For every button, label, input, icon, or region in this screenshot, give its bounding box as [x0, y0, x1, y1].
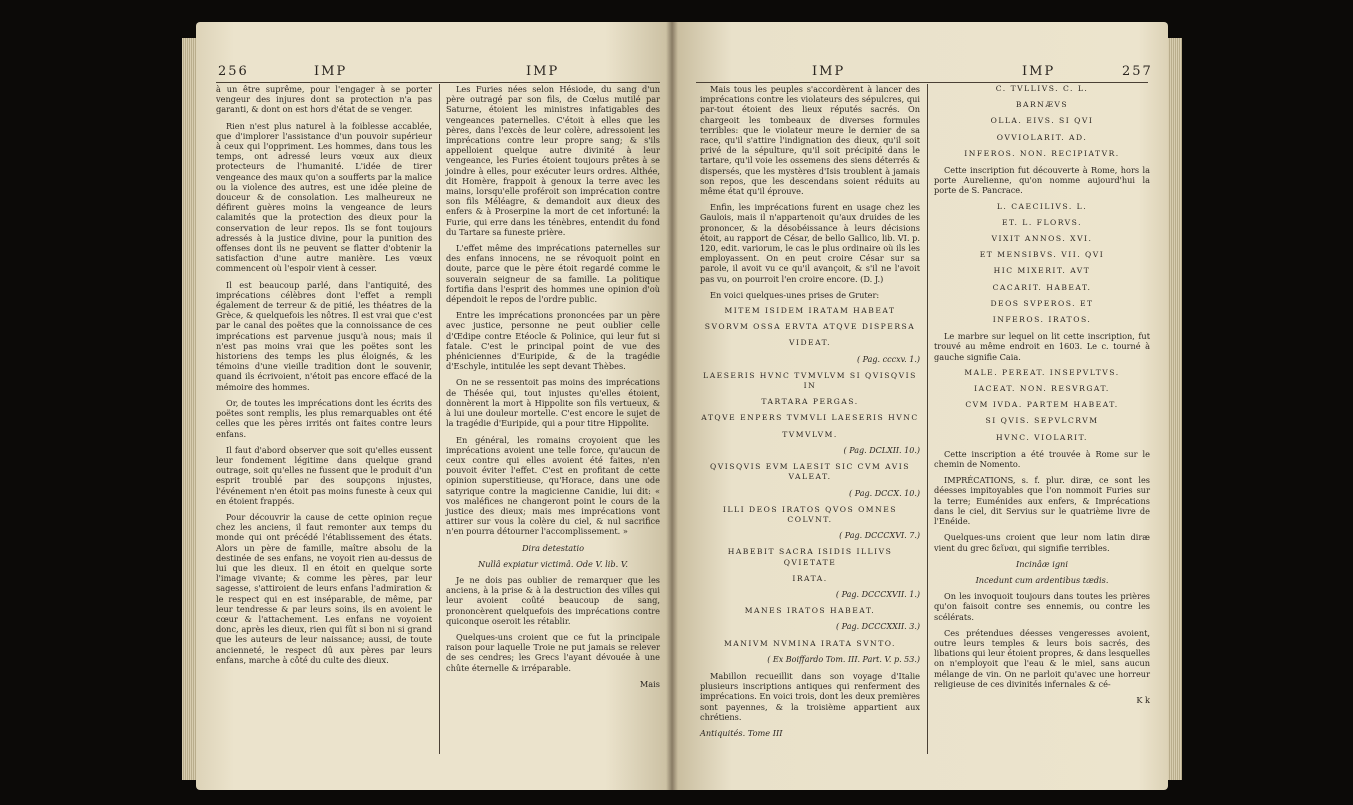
inscription-line: BARNÆVS: [1015, 100, 1069, 110]
footer-signature: Antiquités. Tome III: [700, 727, 783, 738]
left-page: [196, 22, 672, 790]
paragraph: Quelques-uns croient que leur nom latin diræ vient du grec δεῖναι, qui signifie terribles.: [934, 532, 1150, 553]
paragraph: On ne se ressentoit pas moins des imprécations de Thésée qui, tout injustes qu'elles étoient, donnèrent la mort à Hippolite son fils vertueux, & à lui une douleur mortelle. C'est encore le sujet de la tragédie d'Euripide, qui a pour titre Hippolite.: [446, 377, 660, 429]
inscription-line: LAESERIS HVNC TVMVLVM SI QVISQVIS IN: [703, 370, 917, 391]
paragraph: Je ne dois pas oublier de remarquer que les anciens, à la prise & à la destruction des villes qui leur avoient coûté beaucoup de sang, prononcèrent quelquefois des imprécations contre quiconque oseroit les rétablir.: [446, 574, 660, 626]
inscription-line: HABEBIT SACRA ISIDIS ILLIVS QVIETATE: [727, 547, 893, 567]
column-rule: [439, 84, 440, 754]
inscription-line: DEOS SVPEROS. ET: [990, 298, 1094, 308]
inscription-tullius: [934, 84, 1150, 159]
column-rule: [927, 84, 928, 754]
right-running-head-2: IMP: [1022, 64, 1056, 79]
paragraph: Cette inscription fut découverte à Rome, hors la porte Aurelienne, qu'on nomme aujourd'hui la porte de S. Pancrace.: [934, 165, 1150, 196]
inscription-citation: ( Pag. DCLXII. 10.): [843, 445, 920, 455]
paragraph: Rien n'est plus naturel à la foiblesse accablée, que d'implorer l'assistance d'un pouvoir supérieur à ceux qui l'oppriment. Les hommes, dans tous les temps, ont adressé leurs vœux aux dieux protecteurs de l'humanité. L'idée de tirer vengeance des maux qu'on a soufferts par la malice ou la violence des autres, est une idée pleine de douceur & de consolation. Les malheureux ne défirent guères moins la vengeance de leurs calamités que la protection des dieux pour la conservation de leur repos. Ils se font toujours adressés à la justice divine, pour la punition des offenses dont ils ne peuvent se flatter d'obtenir la satisfaction d'une autre manière. Les vœux commencent où l'espoir vient à cesser.: [216, 120, 432, 274]
inscription-line: TVMVLVM.: [782, 429, 838, 439]
inscription-caecilius: [934, 202, 1150, 326]
book-gutter: [666, 22, 678, 790]
gruter-inscriptions: [700, 306, 920, 665]
inscription-line: OVVIOLARIT. AD.: [996, 132, 1088, 142]
paragraph: En voici quelques-unes prises de Gruter:: [710, 289, 880, 300]
left-column-2: [446, 84, 660, 695]
right-running-head-1: IMP: [812, 64, 846, 79]
latin-quote: Nullâ expiatur victimâ. Ode V. lib. V.: [478, 558, 628, 569]
inscription-line: CVM IVDA. PARTEM HABEAT.: [965, 400, 1119, 410]
right-column-1: [700, 84, 920, 744]
paragraph: Cette inscription a été trouvée à Rome sur le chemin de Nomento.: [934, 448, 1150, 470]
latin-quote: Incinâæ igni: [1016, 558, 1068, 569]
inscription-citation: ( Pag. DCCCXVII. 1.): [835, 589, 920, 599]
inscription-citation: ( Pag. DCCCXVI. 7.): [839, 531, 920, 541]
inscription-citation: ( Pag. cccxv. 1.): [856, 354, 920, 364]
left-column-1: [216, 84, 432, 671]
paragraph: En général, les romains croyoient que les imprécations avoient une telle force, qu'aucun de ceux contre qui elles avoient été faites, n'en pouvoit éviter l'effet. C'est en profitant de cette opinion superstitieuse, qu'Horace, dans une ode satyrique contre la magicienne Canidie, lui dit: « vos maléfices ne changeront point le cours de la justice des dieux; mais mes imprécations vont attirer sur vous la colère du ciel, & nul sacrifice n'en pourra détourner l'accomplissement. »: [446, 434, 660, 537]
inscription-line: MANES IRATOS HABEAT.: [744, 606, 876, 616]
right-column-2: [934, 84, 1150, 711]
head-rule: [216, 82, 660, 83]
paragraph: Or, de toutes les imprécations dont les écrits des poëtes sont remplis, les plus remarquables ont été celles que les pères irrités ont faites contre leurs enfans.: [216, 397, 432, 439]
inscription-line: IRATA.: [792, 573, 828, 583]
paragraph: Il faut d'abord observer que soit qu'elles eussent leur fondement légitime dans quelque grand outrage, soit qu'elles ne fussent que le produit d'un esprit troublé par des soupçons injustes, l'événement n'en étoit pas moins funeste à ceux qui en étoient frappés.: [216, 444, 432, 506]
paragraph: IMPRÉCATIONS, s. f. plur. diræ, ce sont les déesses impitoyables que l'on nommoit Furies sur la terre; Euménides aux enfers, & Imprécations dans le ciel, dit Servius sur le quatrième livre de l'Enéide.: [934, 475, 1150, 527]
inscription-line: SVORVM OSSA ERVTA ATQVE DISPERSA: [704, 322, 916, 332]
page-edges-right: [1166, 38, 1182, 780]
left-running-head-1: IMP: [314, 64, 348, 79]
right-page: [672, 22, 1168, 790]
inscription-line: CACARIT. HABEAT.: [992, 282, 1092, 292]
paragraph: Entre les imprécations prononcées par un père avec justice, personne ne peut oublier celle d'Œdipe contre Etéocle & Polinice, qui leur fut si fatale. C'est le principal point de vue des phéniciennes d'Euripide, & de la tragédie d'Eschyle, intitulée les sept devant Thèbes.: [446, 310, 660, 372]
inscription-citation: ( Pag. DCCX. 10.): [849, 488, 920, 498]
paragraph: Pour découvrir la cause de cette opinion reçue chez les anciens, il faut remonter aux temps du monde qui ont précédé l'établissement des états. Alors un père de famille, maître absolu de la destinée de ses enfans, ne voyoit rien au-dessus de lui que les dieux. Il en étoit en quelque sorte l'image vivante; & comme les pères, par leur sagesse, s'attiroient de leurs enfans l'admiration & le respect qui en est inséparable, de même, par leur tendresse & par leurs soins, ils en avoient le cœur & l'attachement. Les enfans ne voyoient donc, après les dieux, rien qui fût si bon ni si grand que les auteurs de leur naissance; aussi, de toute ancienneté, le respect dû aux pères par leurs enfans, marche à côté du culte des dieux.: [216, 511, 432, 665]
paragraph: Mais tous les peuples s'accordèrent à lancer des imprécations contre les violateurs des sépulcres, qui par-tout étoient des lieux réputés sacrés. On chargeoit les tombeaux de diverses formules terribles: que le violateur meure le dernier de sa race, qu'il s'attire l'indignation des dieux, qu'il soit privé de la sépulture, qu'il soit précipité dans le tartare, qu'il voie les ossemens des siens déterrés & dispersés, que les mystères d'Isis troublent à jamais son repos, que les descendans soient réduits au même état qu'il éprouve.: [700, 84, 920, 197]
paragraph: Enfin, les imprécations furent en usage chez les Gaulois, mais il n'appartenoit qu'aux druides de les prononcer, & la désobéissance à leurs décisions étoit, au rapport de César, de bello Gallico, lib. VI. p. 120, edit. variorum, le cas le plus ordinaire où ils les employassent. On en peut croire César sur sa parole, il avoit vu ce qu'il avançoit, & s'il ne l'avoit pas vu, on pourroit l'en croire encore. (D. J.): [700, 202, 920, 284]
inscription-line: HIC MIXERIT. AVT: [993, 266, 1091, 276]
inscription-line: INFEROS. IRATOS.: [992, 315, 1092, 325]
inscription-line: ILLI DEOS IRATOS QVOS OMNES COLVNT.: [723, 504, 897, 524]
inscription-line: VIDEAT.: [788, 338, 832, 348]
latin-quote: Incedunt cum ardentibus tædis.: [975, 574, 1109, 585]
left-running-head-2: IMP: [526, 64, 560, 79]
inscription-line: MANIVM NVMINA IRATA SVNTO.: [724, 638, 896, 648]
paragraph: Ces prétendues déesses vengeresses avoient, outre leurs temples & leurs bois sacrés, des libations qui leur étoient propres, & dans lesquelles on n'employoit que l'eau & le miel, sans aucun mélange de vin. On ne parloit qu'avec une horreur religieuse de ces divinités infernales & cé-: [934, 627, 1150, 689]
inscription-line: SI QVIS. SEPVLCRVM: [985, 416, 1099, 426]
inscription-line: OLLA. EIVS. SI QVI: [990, 116, 1094, 126]
inscription-line: C. TVLLIVS. C. L.: [995, 84, 1089, 93]
inscription-line: MITEM ISIDEM IRATAM HABEAT: [724, 306, 896, 316]
head-rule: [696, 82, 1148, 83]
inscription-line: ET. L. FLORVS.: [1001, 217, 1082, 227]
latin-quote: Dira detestatio: [521, 542, 584, 553]
signature-mark: K k: [1136, 694, 1150, 705]
paragraph: Les Furies nées selon Hésiode, du sang d'un père outragé par son fils, de Cœlus mutilé par Saturne, étoient les ministres infatigables des vengeances paternelles. C'étoit à elles que les pères, dans l'excès de leur colère, adressoient les imprécations contre leur propre sang; & s'ils appelloient quelque autre divinité à leur vengeance, les Furies étoient toujours prêtes à se joindre à elles, pour exécuter leurs ordres. Althée, dit Homère, frappoit à genoux la terre avec les mains, lorsqu'elle proféroit son imprécation contre son fils Méléagre, & demandoit aux dieux des enfers & à Proserpine la mort de cet infortuné: la Furie, qui erre dans les ténèbres, entendit du fond du Tartare sa funeste prière.: [446, 84, 660, 237]
catchword: Mais: [639, 678, 660, 689]
inscription-line: MALE. PEREAT. INSEPVLTVS.: [964, 367, 1120, 377]
inscription-citation: ( Pag. DCCCXXII. 3.): [836, 622, 920, 632]
paragraph: Quelques-uns croient que ce fut la principale raison pour laquelle Troie ne put jamais se relever de ses cendres; les Grecs l'ayant dévouée à une chûte éternelle & irréparable.: [446, 631, 660, 673]
inscription-line: TARTARA PERGAS.: [761, 397, 859, 407]
inscription-line: ET MENSIBVS. VII. QVI: [979, 250, 1105, 260]
inscription-line: INFEROS. NON. RECIPIATVR.: [964, 148, 1120, 158]
paragraph: On les invoquoit toujours dans toutes les prières qu'on faisoit contre ses ennemis, ou contre les scélérats.: [934, 591, 1150, 622]
inscription-line: ATQVE ENPERS TVMVLI LAESERIS HVNC: [701, 413, 919, 423]
inscription-christian: [934, 368, 1150, 443]
inscription-line: QVISQVIS EVM LAESIT SIC CVM AVIS VALEAT.: [710, 462, 910, 482]
paragraph: Il est beaucoup parlé, dans l'antiquité, des imprécations célèbres dont l'effet a rempli également de terreur & de pitié, les théatres de la Grèce, & quelquefois les nôtres. Il est vrai que c'est par le canal des poëtes que la connoissance de ces imprécations est parvenue jusqu'à nous; mais il n'est pas moins vrai que les poëtes sont les historiens des temps les plus éloignés, & les témoins d'une vieille tradition dont le souvenir, quand ils écrivoient, n'étoit pas encore effacé de la mémoire des hommes.: [216, 279, 432, 392]
open-book: [182, 14, 1182, 796]
right-page-number: 257: [1122, 64, 1153, 79]
paragraph: Le marbre sur lequel on lit cette inscription, fut trouvé au même endroit en 1603. Le c. tourné à gauche signifie Caia.: [934, 331, 1150, 362]
paragraph: à un être suprême, pour l'engager à se porter vengeur des injures dont sa protection n'a pas garanti, & dont on est hors d'état de se venger.: [216, 84, 432, 115]
paragraph: L'effet même des imprécations paternelles sur des enfans innocens, ne se révoquoit point en doute, parce que le père étoit regardé comme le souverain seigneur de sa famille. La politique fortifia dans l'esprit des hommes une opinion d'où dépendoit le repos de l'ordre public.: [446, 243, 660, 305]
inscription-line: HVNC. VIOLARIT.: [996, 432, 1088, 442]
paragraph: Mabillon recueillit dans son voyage d'Italie plusieurs inscriptions antiques qui renferment des imprécations. En voici trois, dont les deux premières sont payennes, & la troisième appartient aux chrétiens.: [700, 670, 920, 722]
left-page-number: 256: [218, 64, 249, 79]
inscription-citation: ( Ex Boiffardo Tom. III. Part. V. p. 53.): [767, 654, 920, 664]
inscription-line: L. CAECILIVS. L.: [996, 201, 1088, 211]
inscription-line: IACEAT. NON. RESVRGAT.: [974, 384, 1110, 394]
inscription-line: VIXIT ANNOS. XVI.: [991, 234, 1093, 244]
